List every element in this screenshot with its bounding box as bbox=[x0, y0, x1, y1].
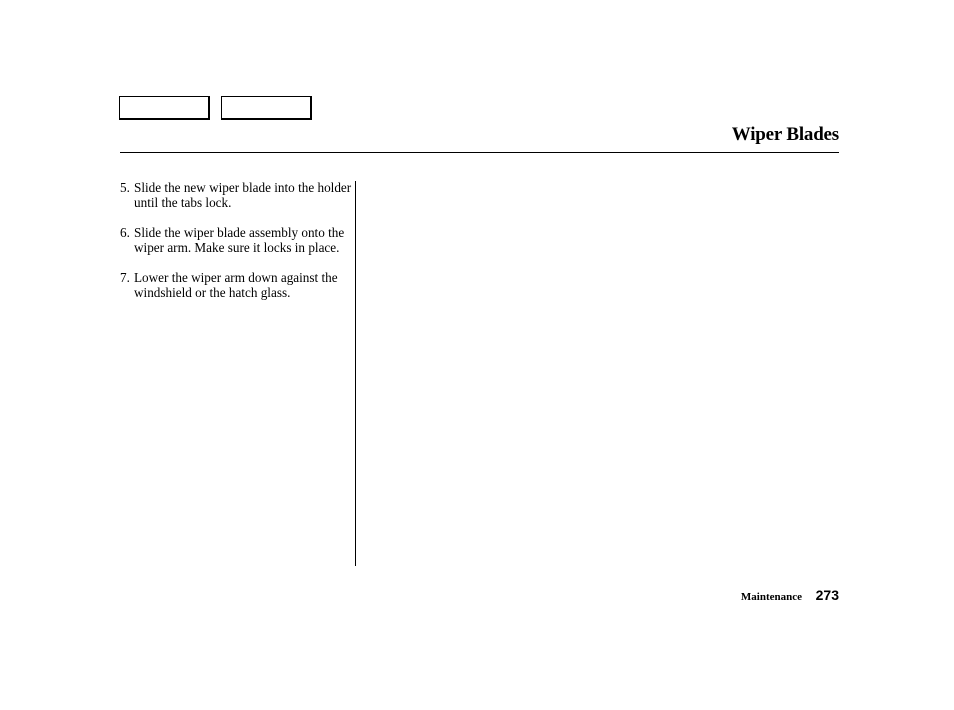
step-number: 7. bbox=[120, 270, 130, 285]
page-title: Wiper Blades bbox=[731, 124, 839, 145]
column-divider bbox=[355, 181, 356, 566]
step-item bbox=[120, 270, 352, 300]
instruction-steps bbox=[120, 180, 352, 315]
step-text: Lower the wiper arm down against the windshield or the hatch glass. bbox=[134, 270, 338, 300]
step-item bbox=[120, 225, 352, 255]
step-number: 6. bbox=[120, 225, 130, 240]
title-divider bbox=[120, 152, 839, 153]
step-text: Slide the new wiper blade into the holder until the tabs lock. bbox=[134, 180, 352, 210]
footer-section-label: Maintenance bbox=[740, 591, 802, 603]
step-text: Slide the wiper blade assembly onto the wiper arm. Make sure it locks in place. bbox=[134, 225, 345, 255]
page-number: 273 bbox=[815, 587, 839, 603]
nav-button-next[interactable] bbox=[221, 96, 312, 120]
step-number: 5. bbox=[120, 180, 130, 195]
step-item bbox=[120, 180, 352, 210]
nav-button-previous[interactable] bbox=[119, 96, 210, 120]
